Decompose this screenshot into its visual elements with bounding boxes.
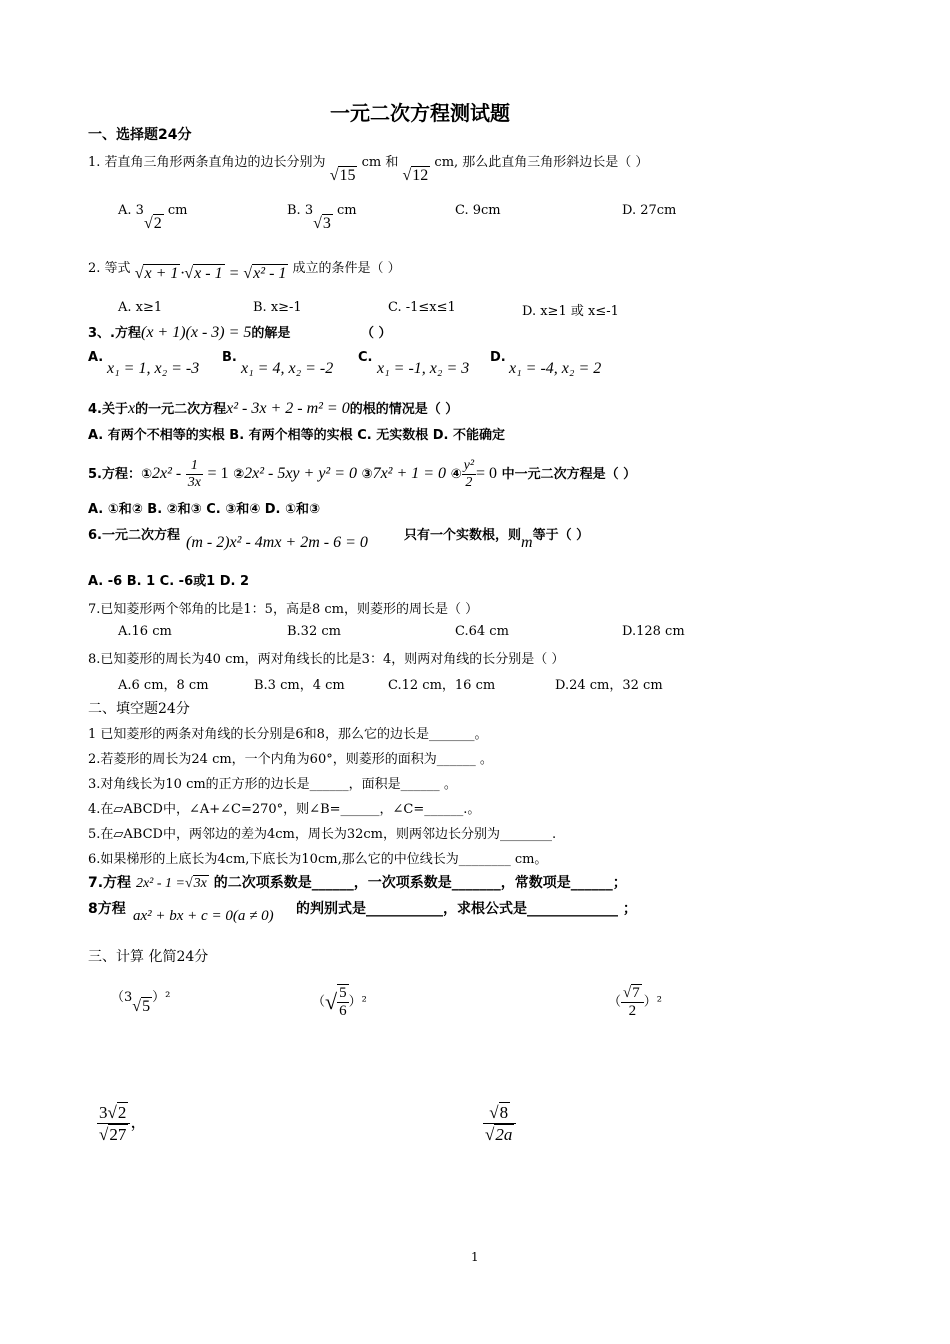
calc-5: $\frac{√8}{√2a}$: [483, 1102, 516, 1145]
question-2: 2. 等式 √x + 1 ·√x - 1 = √x² - 1 成立的条件是（ ）: [88, 261, 401, 282]
q1-text: 1. 若直角三角形两条直角边的边长分别为: [88, 155, 326, 170]
q1-sqrt-15: √15: [329, 167, 356, 184]
q7-option-b: B.32 cm: [287, 624, 341, 639]
fill-1: 1 已知菱形的两条对角线的长分别是6和8，那么它的边长是_______。: [88, 727, 488, 742]
q3-option-b-label: B.: [222, 350, 237, 365]
question-1: [88, 151, 648, 185]
page-title: 一元二次方程测试题: [330, 101, 510, 125]
q8-option-d: D.24 cm，32 cm: [555, 678, 663, 693]
q3-option-c: x₁ = -1, x₂ = 3: [377, 360, 470, 377]
q6-tail: 只有一个实数根，则m等于（ ）: [404, 528, 590, 551]
q1-option-c: C. 9cm: [455, 203, 501, 218]
q8-option-c: C.12 cm，16 cm: [388, 678, 496, 693]
q1-sqrt-12: √12: [402, 167, 429, 184]
section-heading-calc: 三、计算 化简24分: [88, 949, 209, 965]
q4-options: A. 有两个不相等的实根 B. 有两个相等的实根 C. 无实数根 D. 不能确定: [88, 428, 505, 443]
q2-option-a: A. x≥1: [118, 300, 163, 315]
q4-expression: x² - 3x + 2 - m² = 0: [226, 400, 350, 417]
q2-expression: √x + 1 ·√x - 1 = √x² - 1: [134, 265, 287, 282]
question-8: 8.已知菱形的周长为40 cm，两对角线长的比是3：4，则两对角线的长分别是（ ）: [88, 652, 565, 667]
q3-expression: (x + 1)(x - 3) = 5: [140, 324, 252, 341]
calc-1: （3√5）²: [111, 990, 171, 1015]
question-4: 4.关于x的一元二次方程x² - 3x + 2 - m² = 0的根的情况是（ ）: [88, 400, 459, 417]
q7-option-d: D.128 cm: [622, 624, 685, 639]
page-number: 1: [471, 1250, 479, 1264]
q2-option-c: C. -1≤x≤1: [388, 300, 456, 315]
q7-option-a: A.16 cm: [118, 624, 172, 639]
q1-unit-1: cm 和: [361, 155, 399, 170]
calc-2: （√ $\frac{5}{6}$ ）²: [312, 985, 367, 1019]
q6-options: A. -6 B. 1 C. -6或1 D. 2: [88, 574, 249, 589]
question-6-text: 6.一元二次方程: [88, 528, 180, 543]
q3-option-d-label: D.: [490, 350, 506, 365]
fill-8-text: 8方程: [88, 901, 126, 917]
fill-8-expression: ax² + bx + c = 0(a ≠ 0): [133, 908, 274, 924]
question-3: 3、.方程(x + 1)(x - 3) = 5的解是 （ ）: [88, 324, 392, 341]
section-heading-choice: 一、选择题24分: [88, 127, 192, 143]
q3-option-d: x₁ = -4, x₂ = 2: [509, 360, 602, 377]
fill-5: 5.在▱ABCD中，两邻边的差为4cm，周长为32cm，则两邻边长分别为________.: [88, 827, 557, 842]
q8-option-a: A.6 cm，8 cm: [118, 678, 209, 693]
q8-option-b: B.3 cm，4 cm: [254, 678, 345, 693]
q1-unit-2: cm, 那么此直角三角形斜边长是（ ）: [434, 155, 649, 170]
fill-2: 2.若菱形的周长为24 cm，一个内角为60°，则菱形的面积为______ 。: [88, 752, 493, 767]
fill-4: 4.在▱ABCD中，∠A+∠C=270°，则∠B=______，∠C=______.。: [88, 802, 481, 817]
question-7: 7.已知菱形两个邻角的比是1：5，高是8 cm，则菱形的周长是（ ）: [88, 602, 479, 617]
q3-option-c-label: C.: [358, 350, 373, 365]
q1-option-b: B. 3√3 cm: [287, 203, 357, 232]
q1-option-a: A. 3√2 cm: [118, 203, 188, 232]
q2-option-b: B. x≥-1: [253, 300, 302, 315]
fill-8-tail: 的判别式是___________，求根公式是_____________ ；: [296, 901, 637, 917]
fill-6: 6.如果梯形的上底长为4cm,下底长为10cm,那么它的中位线长为________ cm。: [88, 852, 548, 867]
fill-3: 3.对角线长为10 cm的正方形的边长是______，面积是______ 。: [88, 777, 457, 792]
q1-option-d: D. 27cm: [622, 203, 677, 218]
q3-option-b: x₁ = 4, x₂ = -2: [241, 360, 334, 377]
question-5: 5.方程：①2x² - $\frac{1}{3x}$ = 1 ②2x² - 5xy + y² = 0 ③7x² + 1 = 0 ④ $\frac{\text{y²}}{2}$ = 0 中一元二次方程是（ ）: [88, 458, 637, 490]
section-heading-fill: 二、填空题24分: [88, 701, 190, 717]
calc-3: （ $\frac{√7}{2}$ ）²: [608, 985, 662, 1019]
q2-option-d: D. x≥1 或 x≤-1: [522, 304, 619, 319]
q7-option-c: C.64 cm: [455, 624, 509, 639]
q5-options: A. ①和② B. ②和③ C. ③和④ D. ①和③: [88, 502, 321, 517]
q6-expression: (m - 2)x² - 4mx + 2m - 6 = 0: [186, 534, 368, 551]
fill-7: 7.方程 2x² - 1 =√3x 的二次项系数是______，一次项系数是_______，常数项是______；: [88, 875, 627, 891]
q3-option-a: x₁ = 1, x₂ = -3: [107, 360, 200, 377]
q3-option-a-label: A.: [88, 350, 104, 365]
calc-4: $\frac{3√2}{√27}$ ，: [99, 1103, 148, 1144]
